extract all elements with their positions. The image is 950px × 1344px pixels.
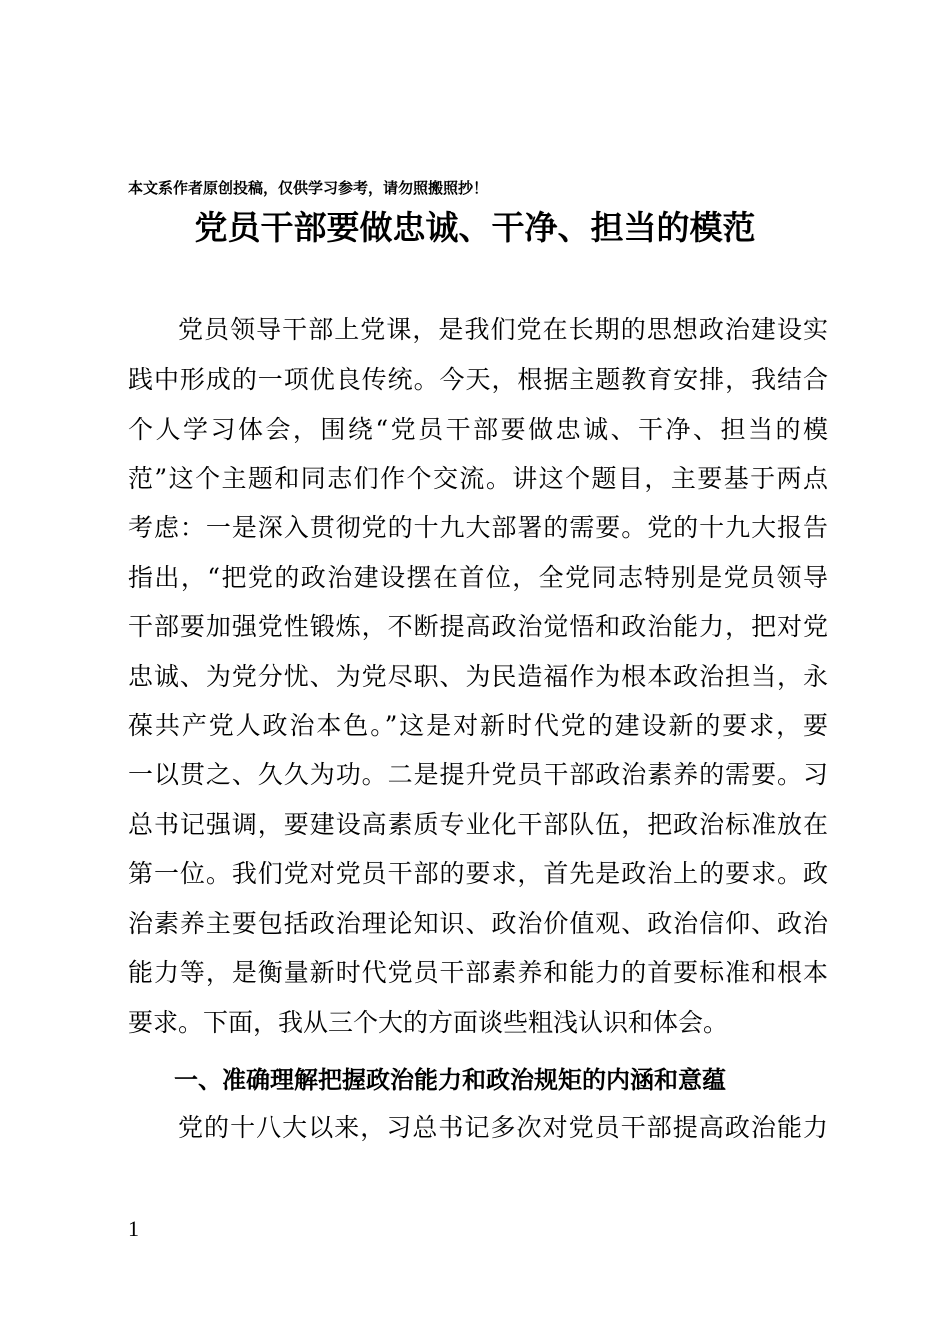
paragraph-line: 指出，“把党的政治建设摆在首位，全党同志特别是党员领导: [128, 563, 828, 592]
paragraph-line: 要求。下面，我从三个大的方面谈些粗浅认识和体会。: [128, 1008, 729, 1037]
copyright-notice: 本文系作者原创投稿，仅供学习参考，请勿照搬照抄！: [128, 179, 489, 197]
paragraph-line: 治素养主要包括政治理论知识、政治价值观、政治信仰、政治: [128, 909, 828, 938]
paragraph-line: 考虑：一是深入贯彻党的十九大部署的需要。党的十九大报告: [128, 513, 828, 542]
paragraph-line: 范”这个主题和同志们作个交流。讲这个题目，主要基于两点: [128, 464, 828, 493]
section-heading: 一、准确理解把握政治能力和政治规矩的内涵和意蕴: [174, 1066, 726, 1094]
paragraph-line: 干部要加强党性锻炼，不断提高政治觉悟和政治能力，把对党: [128, 612, 828, 641]
paragraph-line: 能力等，是衡量新时代党员干部素养和能力的首要标准和根本: [128, 958, 828, 987]
paragraph-line: 总书记强调，要建设高素质专业化干部队伍，把政治标准放在: [128, 810, 828, 839]
paragraph-line: 葆共产党人政治本色。”这是对新时代党的建设新的要求，要: [128, 711, 828, 740]
paragraph-line: 一以贯之、久久为功。二是提升党员干部政治素养的需要。习: [128, 760, 828, 789]
document-title: 党员干部要做忠诚、干净、担当的模范: [194, 208, 756, 247]
paragraph-line: 个人学习体会，围绕“党员干部要做忠诚、干净、担当的模: [128, 415, 828, 444]
paragraph-line: 践中形成的一项优良传统。今天，根据主题教育安排，我结合: [128, 365, 828, 394]
page-number: 1: [128, 1216, 139, 1241]
paragraph-line: 党员领导干部上党课，是我们党在长期的思想政治建设实: [178, 315, 828, 344]
body-paragraph-2-line: 党的十八大以来，习总书记多次对党员干部提高政治能力: [178, 1113, 828, 1142]
paragraph-line: 忠诚、为党分忧、为党尽职、为民造福作为根本政治担当，永: [128, 662, 828, 691]
paragraph-line: 第一位。我们党对党员干部的要求，首先是政治上的要求。政: [128, 859, 828, 888]
